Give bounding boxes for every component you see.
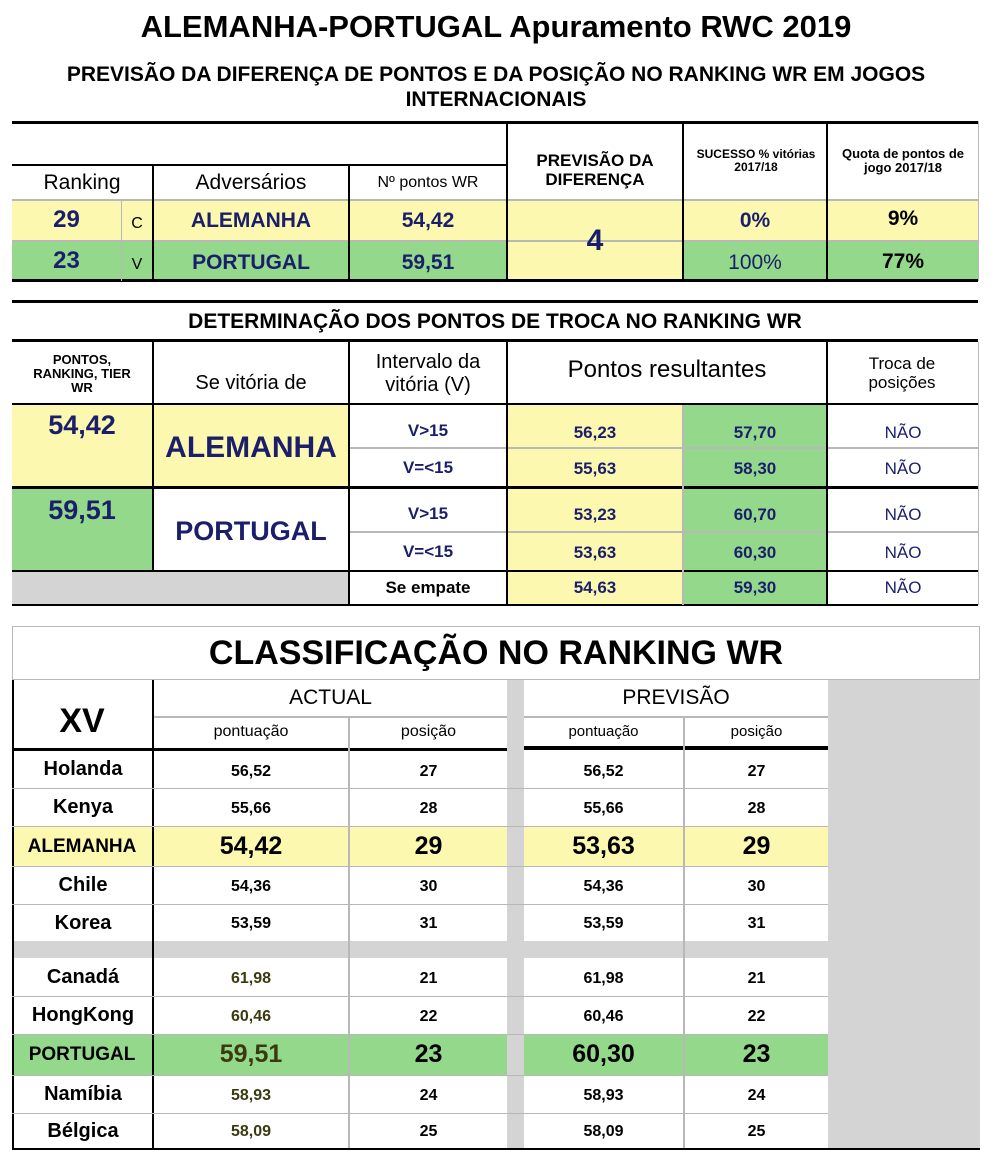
team-name: PORTUGAL: [28, 1043, 136, 1065]
actual-points: 54,36: [230, 878, 272, 896]
det-portugal-a-2: 53,63: [573, 542, 617, 562]
sucesso-header: SUCESSO % vitórias 2017/18: [696, 146, 816, 174]
forecast-position: 21: [747, 970, 766, 988]
actual-points: 60,46: [230, 1008, 272, 1026]
team-name: Namíbia: [44, 1083, 122, 1105]
actual-position: 21: [419, 970, 438, 988]
actual-points: 54,42: [219, 832, 283, 861]
forecast-position: 25: [747, 1123, 766, 1141]
page-subtitle: PREVISÃO DA DIFERENÇA DE PONTOS E DA POSIÇÃO NO RANKING WR EM JOGOS INTERNACIONAIS: [66, 62, 926, 111]
det-alemanha-a-1: 56,23: [573, 422, 617, 442]
portugal-quota: 77%: [881, 250, 925, 274]
previsao-posicao-header: posição: [730, 722, 783, 740]
forecast-points: 58,09: [583, 1123, 624, 1141]
forecast-points: 60,30: [572, 1040, 635, 1069]
det-alemanha-interval-2: V=<15: [402, 457, 454, 477]
team-name: Korea: [54, 912, 112, 934]
det-portugal-troca-1: NÃO: [884, 504, 922, 524]
det-alemanha-a-2: 55,63: [573, 458, 617, 478]
actual-points: 58,09: [230, 1123, 272, 1141]
forecast-points: 53,63: [572, 832, 635, 861]
pontos-resultantes-header: Pontos resultantes: [567, 355, 767, 383]
alemanha-success: 0%: [739, 209, 771, 233]
portugal-success: 100%: [728, 251, 782, 275]
page-title: ALEMANHA-PORTUGAL Apuramento RWC 2019: [140, 8, 852, 44]
pontos-wr-header: Nº pontos WR: [377, 174, 479, 192]
det-alemanha-interval-1: V>15: [407, 420, 449, 440]
alemanha-team: ALEMANHA: [190, 209, 312, 233]
det-draw-troca: NÃO: [884, 577, 922, 597]
determination-title: DETERMINAÇÃO DOS PONTOS DE TROCA NO RANKING WR: [188, 310, 802, 334]
forecast-position: 27: [747, 762, 766, 780]
det-alemanha-b-1: 57,70: [733, 422, 777, 442]
troca-posicoes-header: Troca de posições: [868, 354, 936, 392]
previsao-header: PREVISÃO: [622, 686, 730, 710]
det-alemanha-troca-2: NÃO: [884, 458, 922, 478]
det-portugal-troca-2: NÃO: [884, 542, 922, 562]
team-name: ALEMANHA: [27, 835, 137, 857]
forecast-points: 54,36: [583, 878, 624, 896]
actual-points: 53,59: [230, 915, 272, 933]
previsao-diferenca-header: PREVISÃO DA DIFERENÇA: [536, 151, 654, 189]
actual-position: 23: [414, 1040, 443, 1069]
det-portugal-interval-2: V=<15: [402, 541, 454, 561]
forecast-position: 28: [747, 800, 766, 818]
actual-position: 24: [419, 1087, 438, 1105]
actual-position: 30: [419, 878, 438, 896]
actual-points: 55,66: [230, 800, 272, 818]
difference-value: 4: [586, 223, 604, 257]
forecast-points: 55,66: [583, 800, 624, 818]
portugal-points: 59,51: [401, 251, 455, 275]
alemanha-points: 54,42: [401, 209, 455, 233]
det-portugal-b-1: 60,70: [733, 504, 777, 524]
portugal-flag: V: [131, 256, 143, 274]
forecast-points: 56,52: [583, 762, 624, 780]
previsao-pontuacao-header: pontuação: [568, 722, 639, 740]
team-name: Holanda: [43, 758, 123, 780]
forecast-points: 58,93: [583, 1087, 624, 1105]
forecast-position: 31: [747, 915, 766, 933]
det-portugal-team: PORTUGAL: [175, 516, 327, 547]
intervalo-header: Intervalo da vitória (V): [375, 351, 481, 396]
forecast-position: 22: [747, 1008, 766, 1026]
actual-position: 31: [419, 915, 438, 933]
actual-position: 29: [414, 832, 443, 861]
portugal-rank: 23: [53, 246, 80, 274]
det-draw-a: 54,63: [573, 577, 617, 597]
portugal-team: PORTUGAL: [192, 251, 310, 275]
det-portugal-interval-1: V>15: [407, 503, 449, 523]
det-alemanha-b-2: 58,30: [733, 458, 777, 478]
forecast-points: 60,46: [583, 1008, 624, 1026]
actual-pontuacao-header: pontuação: [213, 723, 289, 741]
det-draw-label: Se empate: [385, 577, 471, 597]
alemanha-flag: C: [131, 215, 143, 233]
forecast-position: 23: [742, 1040, 771, 1069]
det-portugal-b-2: 60,30: [733, 542, 777, 562]
det-portugal-a-1: 53,23: [573, 504, 617, 524]
team-name: HongKong: [31, 1004, 135, 1026]
det-draw-b: 59,30: [733, 577, 777, 597]
forecast-position: 24: [747, 1087, 766, 1105]
actual-position: 27: [419, 762, 438, 780]
actual-points: 56,52: [230, 762, 272, 780]
actual-position: 25: [419, 1123, 438, 1141]
pontos-ranking-tier-header: PONTOS, RANKING, TIER WR: [33, 351, 131, 396]
det-alemanha-points: 54,42: [48, 410, 116, 441]
forecast-points: 61,98: [583, 970, 624, 988]
team-name: Kenya: [52, 796, 114, 818]
se-vitoria-header: Se vitória de: [195, 372, 307, 394]
det-alemanha-team: ALEMANHA: [165, 430, 337, 464]
adversarios-header: Adversários: [195, 171, 307, 195]
team-name: Bélgica: [47, 1120, 119, 1142]
actual-header: ACTUAL: [289, 686, 372, 710]
classification-title: CLASSIFICAÇÃO NO RANKING WR: [208, 634, 784, 673]
alemanha-rank: 29: [53, 205, 80, 233]
actual-points: 58,93: [230, 1087, 272, 1105]
actual-position: 28: [419, 800, 438, 818]
actual-posicao-header: posição: [400, 723, 457, 741]
team-name: Canadá: [46, 966, 120, 988]
quota-header: Quota de pontos de jogo 2017/18: [841, 145, 965, 175]
actual-points: 61,98: [230, 970, 272, 988]
forecast-position: 29: [742, 832, 771, 861]
det-portugal-points: 59,51: [48, 495, 116, 526]
det-alemanha-troca-1: NÃO: [884, 422, 922, 442]
ranking-header: Ranking: [43, 171, 121, 195]
forecast-points: 53,59: [583, 915, 624, 933]
alemanha-quota: 9%: [887, 207, 919, 231]
actual-points: 59,51: [219, 1040, 283, 1069]
team-name: Chile: [58, 874, 108, 896]
actual-position: 22: [419, 1008, 438, 1026]
xv-label: XV: [59, 702, 105, 741]
forecast-position: 30: [747, 878, 766, 896]
